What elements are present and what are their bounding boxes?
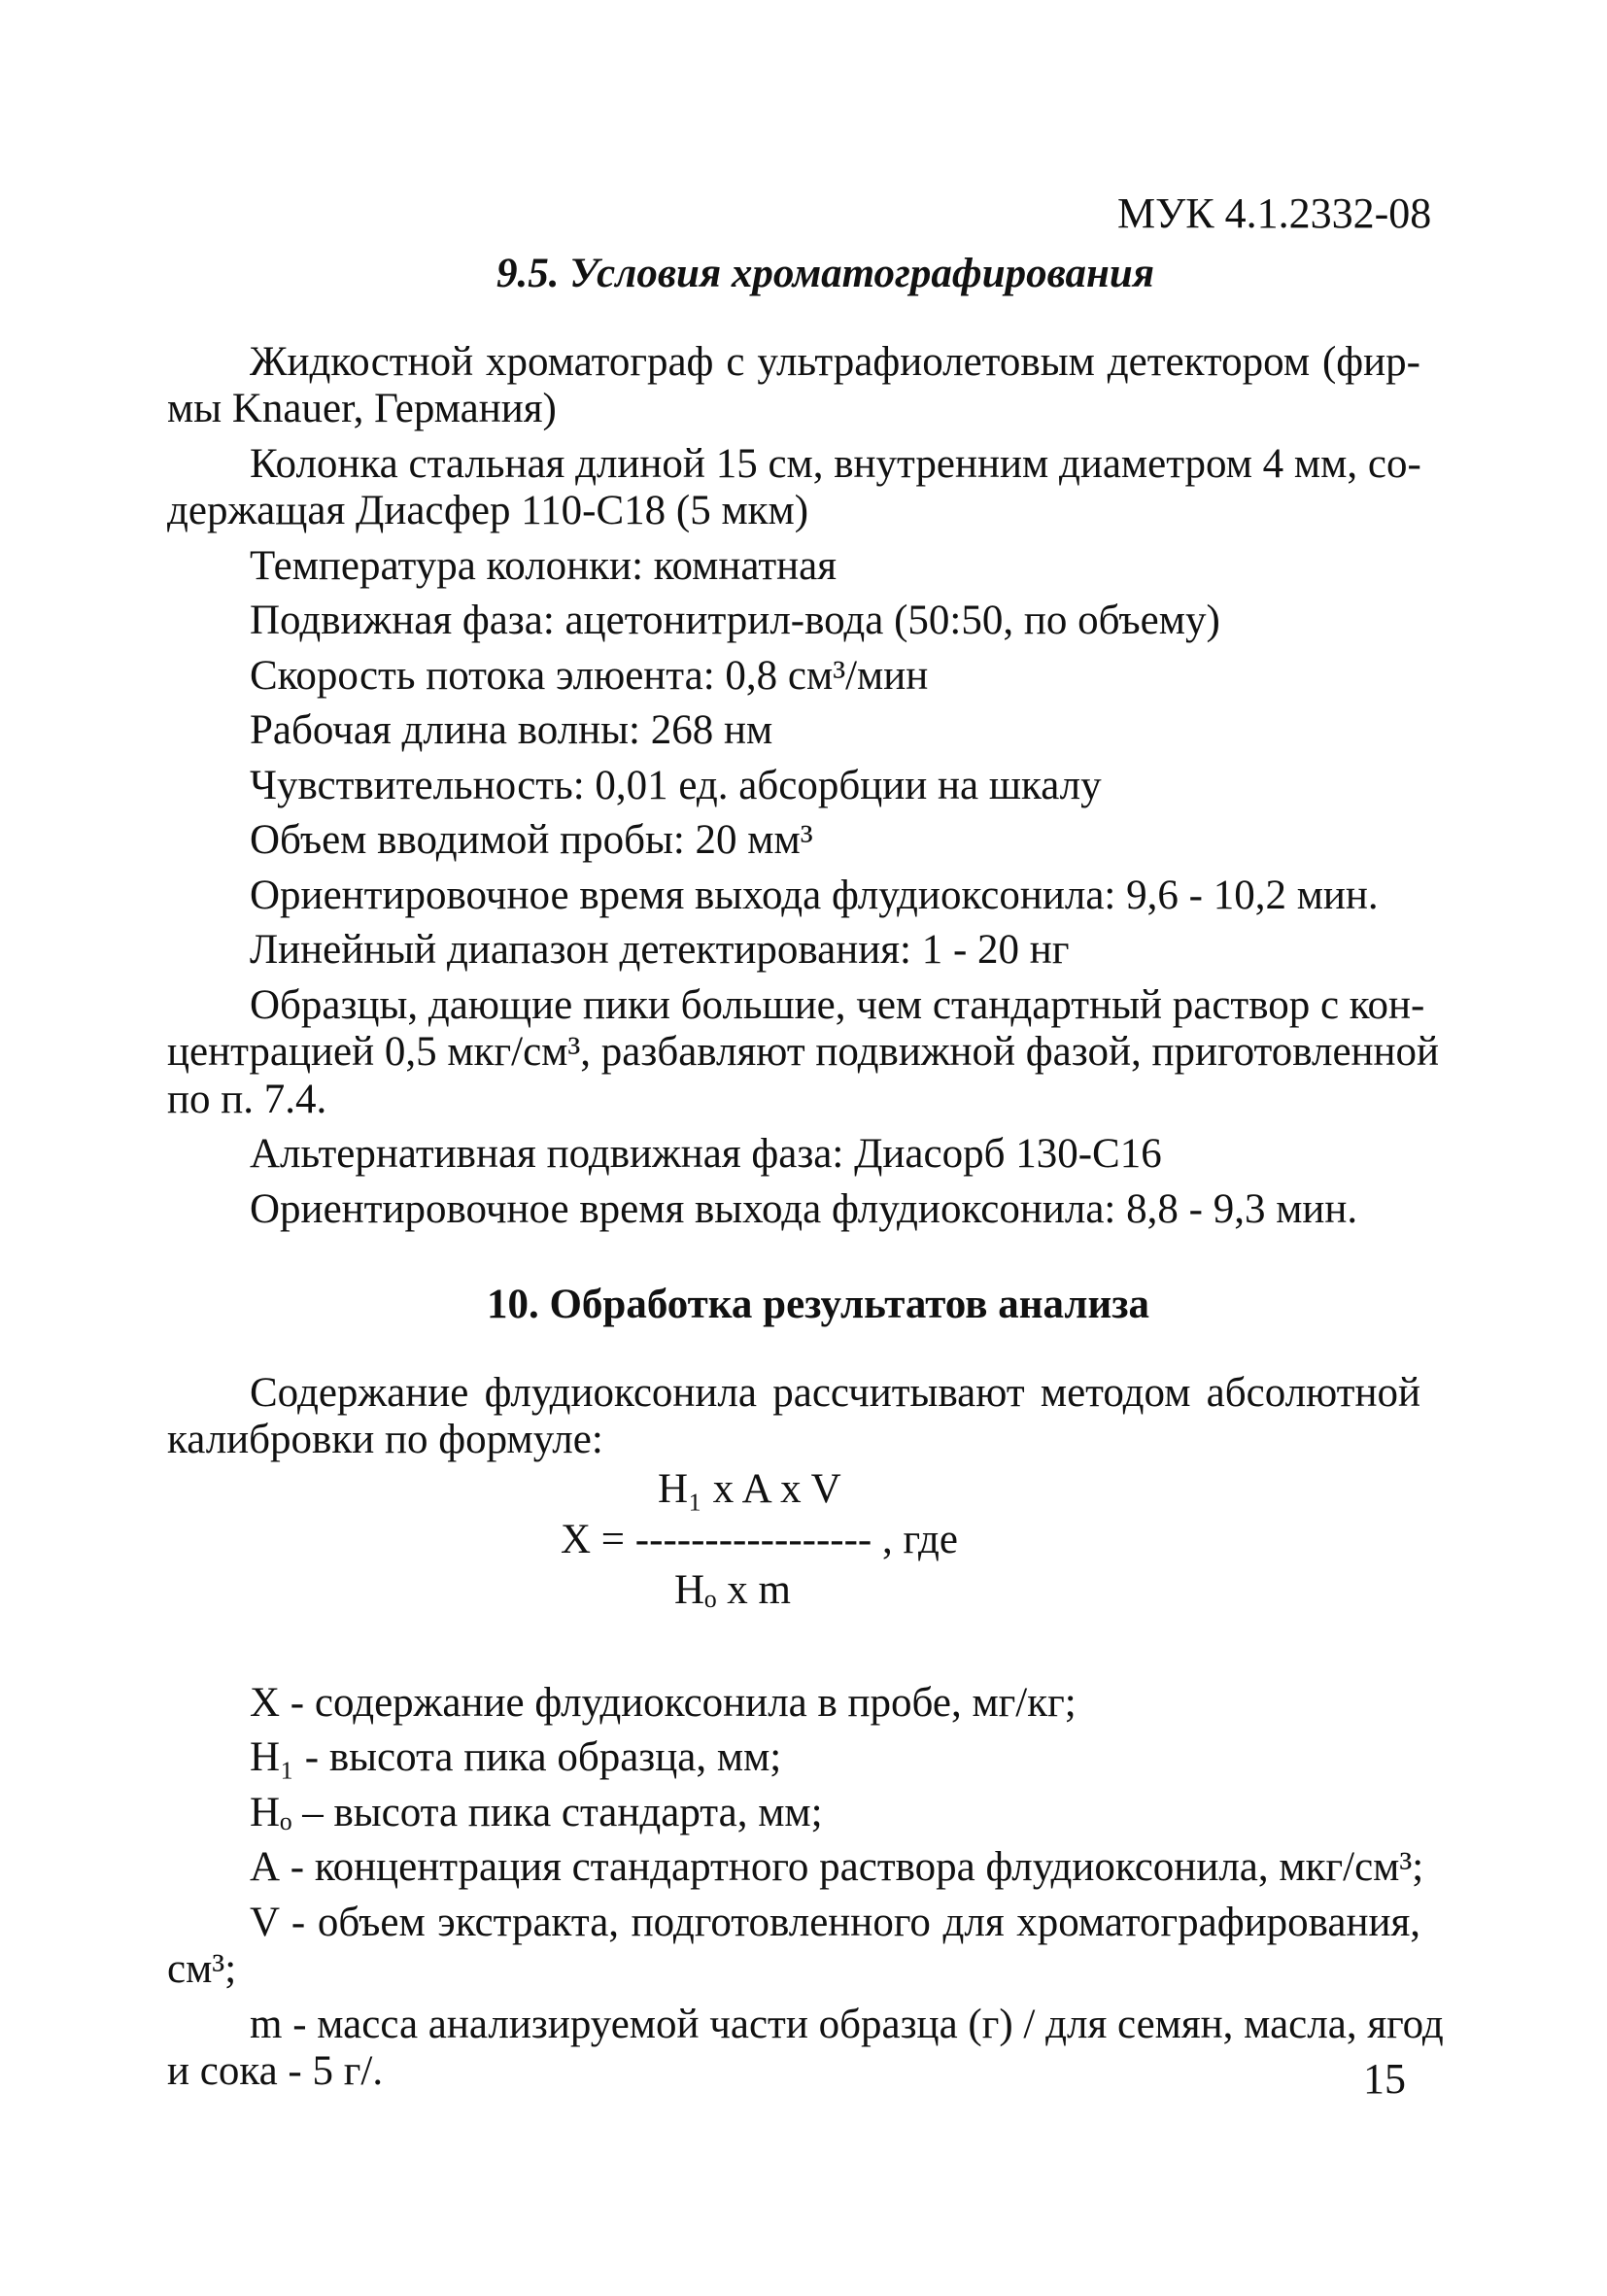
definition-m-line-2: и сока - 5 г/. [167,2048,384,2094]
wavelength: Рабочая длина волны: 268 нм [250,707,773,753]
document-code: МУК 4.1.2332-08 [1117,189,1432,237]
column-line-2: держащая Диасфер 110-С18 (5 мкм) [167,488,809,533]
formula [167,1466,1420,1631]
sensitivity: Чувствительность: 0,01 ед. абсорбции на шкалу [250,762,1102,808]
calculation-intro-line-1: Содержание флудиоксонила рассчитывают методом абсолютной [250,1369,1420,1416]
definition-v-line-2: см³; [167,1946,237,1992]
column-line-1: Колонка стальная длиной 15 см, внутренним диаметром 4 мм, со- [250,440,1421,487]
formula-numerator: H₁ x A x V [658,1465,841,1512]
injection-volume: Объем вводимой пробы: 20 мм³ [250,817,813,863]
page-content [167,251,1444,2096]
definition-a: А - концентрация стандартного раствора флудиоксонила, мкг/см³; [250,1844,1424,1890]
flow-rate: Скорость потока элюента: 0,8 см³/мин [250,652,929,699]
calculation-intro-line-2: калибровки по формуле: [167,1417,603,1462]
section-title-chromatography-conditions: 9.5. Условия хроматографирования [496,251,1154,296]
alternative-retention-time: Ориентировочное время выхода флудиоксонила: 8,8 - 9,3 мин. [250,1185,1358,1232]
definition-h1: H₁ - высота пика образца, мм; [250,1734,782,1780]
detector-line-2: мы Knauer, Германия) [167,386,557,431]
definition-h0: Hₒ – высота пика стандарта, мм; [250,1789,823,1835]
section-title-results-processing: 10. Обработка результатов анализа [486,1282,1150,1327]
formula-denominator: Hₒ x m [674,1566,791,1613]
formula-equation: X = ----------------- , где [561,1516,958,1562]
linear-range: Линейный диапазон детектирования: 1 - 20 нг [250,927,1070,973]
dilution-line-1: Образцы, дающие пики большие, чем стандартный раствор с кон- [250,981,1425,1028]
retention-time: Ориентировочное время выхода флудиоксонила: 9,6 - 10,2 мин. [250,872,1379,918]
dilution-line-2: центрацией 0,5 мкг/см³, разбавляют подвижной фазой, приготовленной [167,1029,1440,1075]
dilution-line-3: по п. 7.4. [167,1076,327,1122]
column-temperature: Температура колонки: комнатная [250,542,838,589]
definition-x: X - содержание флудиоксонила в пробе, мг/кг; [250,1679,1077,1726]
mobile-phase: Подвижная фаза: ацетонитрил-вода (50:50, по объему) [250,598,1220,643]
definition-v-line-1: V - объем экстракта, подготовленного для хроматографирования, [250,1899,1420,1945]
detector-line-1: Жидкостной хроматограф с ультрафиолетовым детектором (фир- [250,338,1420,385]
page-number: 15 [1363,2055,1406,2103]
definition-m-line-1: m - масса анализируемой части образца (г) / для семян, масла, ягод [250,2001,1444,2047]
alternative-phase: Альтернативная подвижная фаза: Диасорб 130-С16 [250,1131,1162,1177]
